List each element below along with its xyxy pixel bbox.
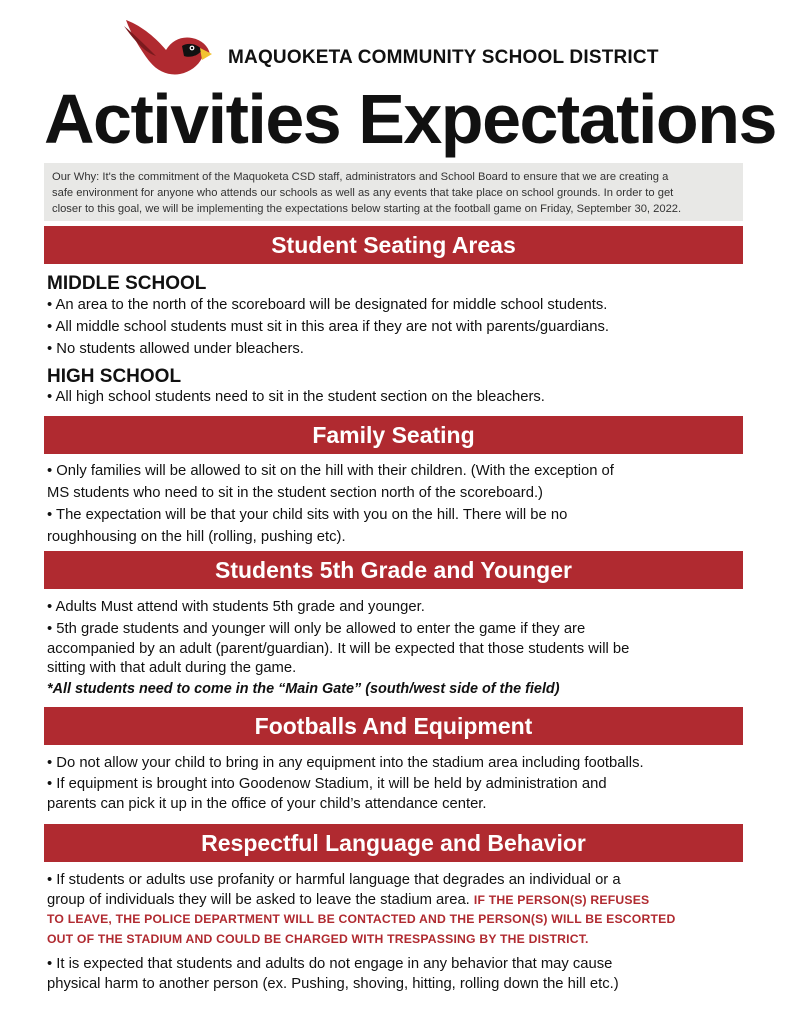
list-item: • 5th grade students and younger will only be allowed to enter the game if they are	[47, 621, 586, 637]
list-item: • The expectation will be that your child sits with you on the hill. There will be no	[47, 507, 568, 523]
list-item: sitting with that adult during the game.	[47, 660, 297, 676]
high-school-heading: HIGH SCHOOL	[47, 366, 182, 387]
our-why-box	[44, 163, 743, 221]
main-gate-note: *All students need to come in the “Main Gate” (south/west side of the field)	[47, 681, 560, 697]
list-item: MS students who need to sit in the student section north of the scoreboard.)	[47, 485, 543, 501]
list-item	[47, 891, 649, 910]
cardinal-logo-icon	[122, 16, 214, 82]
our-why-line: safe environment for anyone who attends our schools as well as any events that take place on school grounds. In order to get	[52, 187, 674, 199]
list-item: • No students allowed under bleachers.	[47, 341, 304, 357]
list-item-text: group of individuals they will be asked to leave the stadium area.	[47, 892, 470, 908]
list-item: • It is expected that students and adults do not engage in any behavior that may cause	[47, 956, 613, 972]
warning-text: OUT OF THE STADIUM AND COULD BE CHARGED WITH TRESPASSING BY THE DISTRICT.	[47, 932, 589, 946]
page-title: Activities Expectations	[44, 80, 776, 158]
section-heading-younger-students: Students 5th Grade and Younger	[44, 551, 743, 589]
list-item: • Adults Must attend with students 5th grade and younger.	[47, 599, 425, 615]
list-item: • All middle school students must sit in this area if they are not with parents/guardians.	[47, 319, 609, 335]
list-item: roughhousing on the hill (rolling, pushing etc).	[47, 529, 346, 545]
list-item: • If equipment is brought into Goodenow Stadium, it will be held by administration and	[47, 776, 607, 792]
our-why-line: closer to this goal, we will be implementing the expectations below starting at the football game on Friday, September 30, 2022.	[52, 203, 682, 215]
list-item: • Do not allow your child to bring in any equipment into the stadium area including footballs.	[47, 755, 644, 771]
section-heading-family-seating: Family Seating	[44, 416, 743, 454]
list-item: accompanied by an adult (parent/guardian). It will be expected that those students will be	[47, 641, 630, 657]
list-item: • An area to the north of the scoreboard will be designated for middle school students.	[47, 297, 608, 313]
district-name: MAQUOKETA COMMUNITY SCHOOL DISTRICT	[228, 47, 659, 68]
middle-school-heading: MIDDLE SCHOOL	[47, 273, 207, 294]
our-why-line: Our Why: It's the commitment of the Maquoketa CSD staff, administrators and School Board to ensure that we are creating a	[52, 171, 669, 183]
list-item: • Only families will be allowed to sit on the hill with their children. (With the exception of	[47, 463, 614, 479]
list-item: parents can pick it up in the office of your child’s attendance center.	[47, 796, 487, 812]
warning-text: TO LEAVE, THE POLICE DEPARTMENT WILL BE CONTACTED AND THE PERSON(S) WILL BE ESCORTED	[47, 912, 676, 926]
list-item: • If students or adults use profanity or harmful language that degrades an individual or a	[47, 872, 621, 888]
section-heading-respectful-behavior: Respectful Language and Behavior	[44, 824, 743, 862]
section-heading-student-seating: Student Seating Areas	[44, 226, 743, 264]
list-item: • All high school students need to sit in the student section on the bleachers.	[47, 389, 545, 405]
list-item: physical harm to another person (ex. Pushing, shoving, hitting, rolling down the hill etc.)	[47, 976, 619, 992]
section-heading-footballs-equipment: Footballs And Equipment	[44, 707, 743, 745]
warning-text: IF THE PERSON(S) REFUSES	[473, 893, 650, 907]
